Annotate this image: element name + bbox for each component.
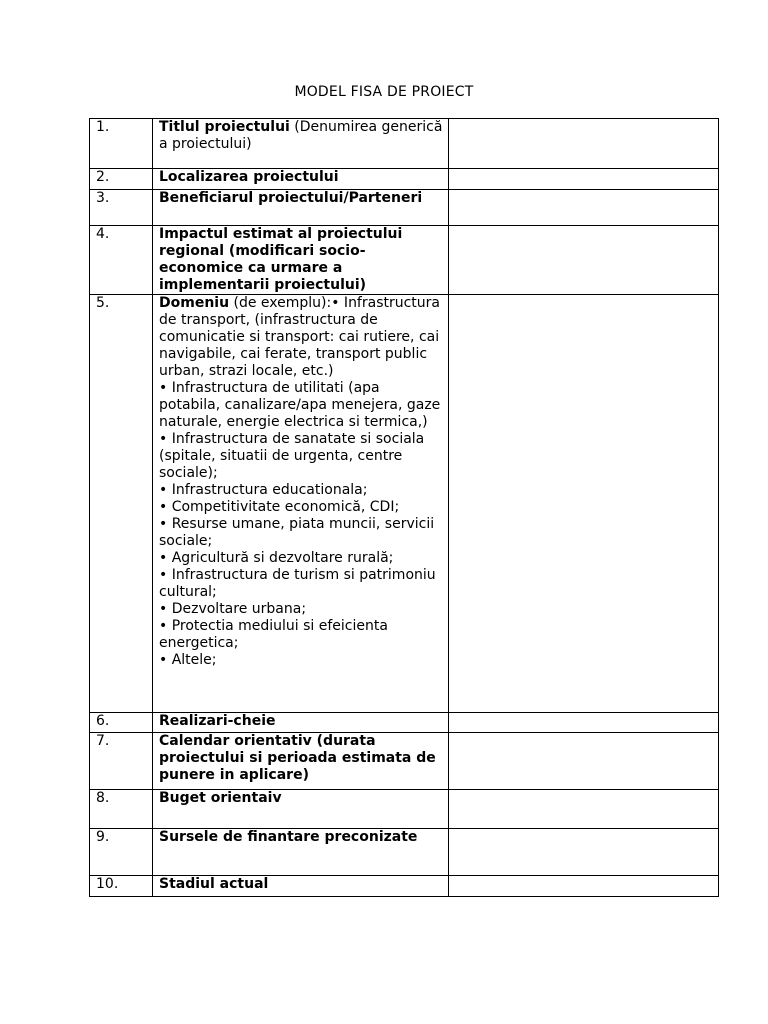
domain-item: • Infrastructura educationala; <box>159 482 368 498</box>
row-label <box>153 295 449 713</box>
row-label <box>153 829 449 876</box>
row-number: 10. <box>90 876 153 897</box>
row-label-note: (de exemplu):• Infrastructura de transport, (infrastructura de comunicatie si transport: cai rutiere, cai navigabile, cai ferate, transport public urban, strazi locale, etc.) <box>159 295 441 379</box>
row-label-bold: Realizari-cheie <box>159 713 276 729</box>
domain-item: • Competitivitate economică, CDI; <box>159 499 400 515</box>
row-number: 1. <box>90 119 153 169</box>
domain-item: • Protectia mediului si efeicienta energetica; <box>159 618 388 651</box>
row-number: 2. <box>90 169 153 190</box>
row-label-bold: Sursele de finantare preconizate <box>159 829 418 845</box>
row-label-bold: Localizarea proiectului <box>159 169 339 185</box>
table-row <box>90 829 719 876</box>
domain-item: • Altele; <box>159 652 217 668</box>
domain-item: • Infrastructura de utilitati (apa potabila, canalizare/apa menejera, gaze naturale, energie electrica si termica,) <box>159 380 441 430</box>
row-value-cell[interactable] <box>449 119 719 169</box>
row-value-cell[interactable] <box>449 169 719 190</box>
row-value-cell[interactable] <box>449 295 719 713</box>
table-row <box>90 295 719 713</box>
row-number: 7. <box>90 733 153 790</box>
row-number: 6. <box>90 713 153 733</box>
table-row <box>90 169 719 190</box>
row-label-bold: Impactul estimat al proiectului regional (modificari socio-economice ca urmare a implementarii proiectului) <box>159 226 403 293</box>
row-value-cell[interactable] <box>449 190 719 226</box>
row-label <box>153 226 449 295</box>
row-value-cell[interactable] <box>449 226 719 295</box>
row-value-cell[interactable] <box>449 790 719 829</box>
domain-item: • Infrastructura de turism si patrimoniu cultural; <box>159 567 436 600</box>
row-label-bold: Stadiul actual <box>159 876 269 892</box>
row-label-bold: Buget orientaiv <box>159 790 282 806</box>
row-label <box>153 169 449 190</box>
table-row <box>90 733 719 790</box>
row-label-bold: Titlul proiectului <box>159 119 290 135</box>
row-value-cell[interactable] <box>449 876 719 897</box>
row-number: 3. <box>90 190 153 226</box>
table-row <box>90 226 719 295</box>
row-label <box>153 733 449 790</box>
row-number: 4. <box>90 226 153 295</box>
row-label <box>153 790 449 829</box>
domain-item: • Agricultură si dezvoltare rurală; <box>159 550 394 566</box>
table-row <box>90 713 719 733</box>
table-row <box>90 876 719 897</box>
table-row <box>90 790 719 829</box>
row-label-bold: Beneficiarul proiectului/Parteneri <box>159 190 423 206</box>
row-number: 5. <box>90 295 153 713</box>
row-label-bold: Domeniu <box>159 295 230 311</box>
domain-item: • Dezvoltare urbana; <box>159 601 307 617</box>
row-value-cell[interactable] <box>449 829 719 876</box>
row-value-cell[interactable] <box>449 713 719 733</box>
row-number: 9. <box>90 829 153 876</box>
page-title: MODEL FISA DE PROIECT <box>294 84 474 100</box>
row-label-bold: Calendar orientativ (durata proiectului si perioada estimata de punere in aplicare) <box>159 733 436 783</box>
table-row <box>90 119 719 169</box>
table-row <box>90 190 719 226</box>
row-label <box>153 713 449 733</box>
domain-item: • Infrastructura de sanatate si sociala (spitale, situatii de urgenta, centre sociale); <box>159 431 425 481</box>
domain-item: • Resurse umane, piata muncii, servicii sociale; <box>159 516 435 549</box>
row-label <box>153 876 449 897</box>
row-label <box>153 190 449 226</box>
row-number: 8. <box>90 790 153 829</box>
project-sheet-table <box>89 118 719 897</box>
row-value-cell[interactable] <box>449 733 719 790</box>
row-label-note: (Denumirea generică a proiectului) <box>159 119 443 152</box>
row-label <box>153 119 449 169</box>
